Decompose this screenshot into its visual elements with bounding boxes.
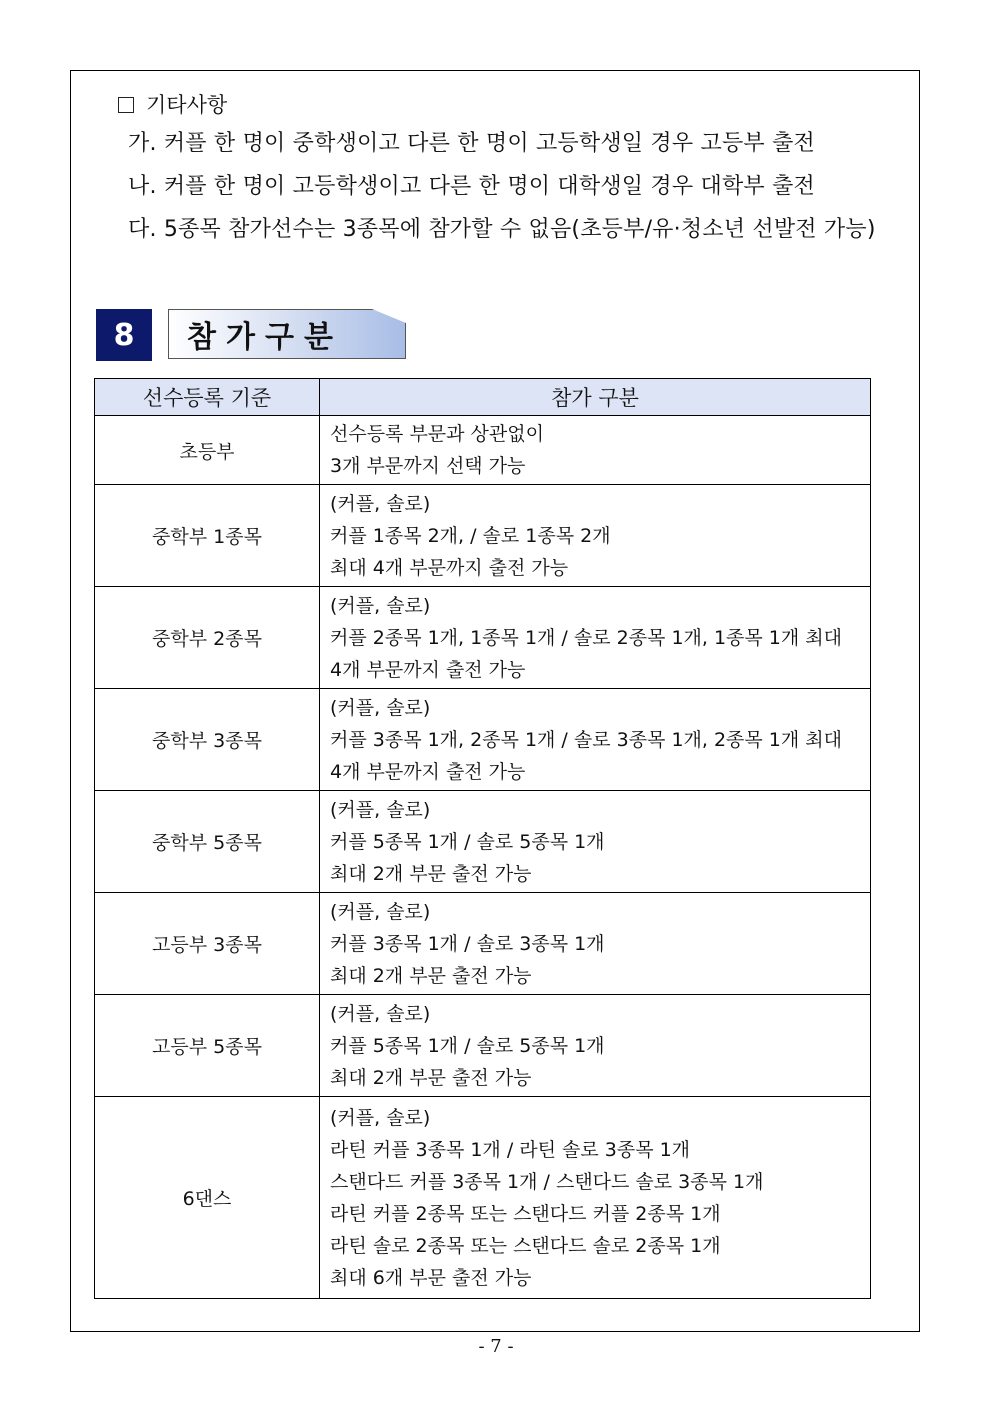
description-line: (커플, 솔로) [330,492,431,515]
description-line: (커플, 솔로) [330,798,431,821]
description-line: 커플 5종목 1개 / 솔로 5종목 1개 [330,1034,605,1057]
row-category: 초등부 [95,416,320,485]
row-description [320,1097,871,1299]
header-registration-basis: 선수등록 기준 [95,379,320,416]
description-line: 라틴 커플 2종목 또는 스탠다드 커플 2종목 1개 [330,1202,721,1225]
description-line: 스탠다드 커플 3종목 1개 / 스탠다드 솔로 3종목 1개 [330,1170,764,1193]
description-line: 라틴 커플 3종목 1개 / 라틴 솔로 3종목 1개 [330,1138,691,1161]
row-description [320,587,871,689]
description-line: 3개 부문까지 선택 가능 [330,455,526,477]
table-row [95,587,871,689]
description-line: 커플 3종목 1개, 2종목 1개 / 솔로 3종목 1개, 2종목 1개 최대 [330,728,842,751]
table-row [95,416,871,485]
table-header-row [95,379,871,416]
row-category: 고등부 5종목 [95,995,320,1097]
row-category: 고등부 3종목 [95,893,320,995]
table-row [95,791,871,893]
description-line: (커플, 솔로) [330,594,431,617]
row-category: 중학부 5종목 [95,791,320,893]
description-line: 최대 6개 부문 출전 가능 [330,1266,532,1289]
row-description [320,416,871,485]
description-line: 4개 부문까지 출전 가능 [330,658,526,681]
description-line: 라틴 솔로 2종목 또는 스탠다드 솔로 2종목 1개 [330,1234,721,1257]
description-line: (커플, 솔로) [330,1002,431,1025]
row-description [320,995,871,1097]
header-participation-category: 참가 구분 [320,379,871,416]
misc-section [118,88,908,251]
folded-corner-icon [372,309,406,323]
checkbox-icon [118,97,134,113]
description-line: 최대 2개 부문 출전 가능 [330,1066,532,1089]
misc-line: 나. 커플 한 명이 고등학생이고 다른 한 명이 대학생일 경우 대학부 출전 [128,174,815,199]
description-line: 선수등록 부문과 상관없이 [330,423,544,445]
section-title-box [168,309,406,359]
description-line: (커플, 솔로) [330,900,431,923]
section-title: 참가구분 [187,320,343,355]
description-line: 커플 1종목 2개, / 솔로 1종목 2개 [330,524,611,547]
description-line: 최대 2개 부문 출전 가능 [330,862,532,885]
row-category: 중학부 1종목 [95,485,320,587]
misc-line: 다. 5종목 참가선수는 3종목에 참가할 수 없음(초등부/유·청소년 선발전 가능) [128,217,876,242]
row-description [320,893,871,995]
description-line: (커플, 솔로) [330,696,431,719]
section-header [96,309,406,361]
table-row [95,1097,871,1299]
misc-heading [118,88,908,122]
page-number: - 7 - [478,1336,514,1357]
row-description [320,791,871,893]
section-number: 8 [96,309,152,361]
row-description [320,485,871,587]
table-row [95,893,871,995]
table-row [95,995,871,1097]
description-line: (커플, 솔로) [330,1106,431,1129]
description-line: 최대 4개 부문까지 출전 가능 [330,556,569,579]
misc-line: 가. 커플 한 명이 중학생이고 다른 한 명이 고등학생일 경우 고등부 출전 [128,131,815,156]
participation-table [94,378,871,1299]
row-description [320,689,871,791]
description-line: 커플 2종목 1개, 1종목 1개 / 솔로 2종목 1개, 1종목 1개 최대 [330,626,842,649]
description-line: 커플 3종목 1개 / 솔로 3종목 1개 [330,932,605,955]
description-line: 4개 부문까지 출전 가능 [330,760,526,783]
description-line: 최대 2개 부문 출전 가능 [330,964,532,987]
table-row [95,485,871,587]
misc-heading-text: 기타사항 [146,93,228,117]
table-row [95,689,871,791]
row-category: 중학부 3종목 [95,689,320,791]
description-line: 커플 5종목 1개 / 솔로 5종목 1개 [330,830,605,853]
row-category: 6댄스 [95,1097,320,1299]
row-category: 중학부 2종목 [95,587,320,689]
